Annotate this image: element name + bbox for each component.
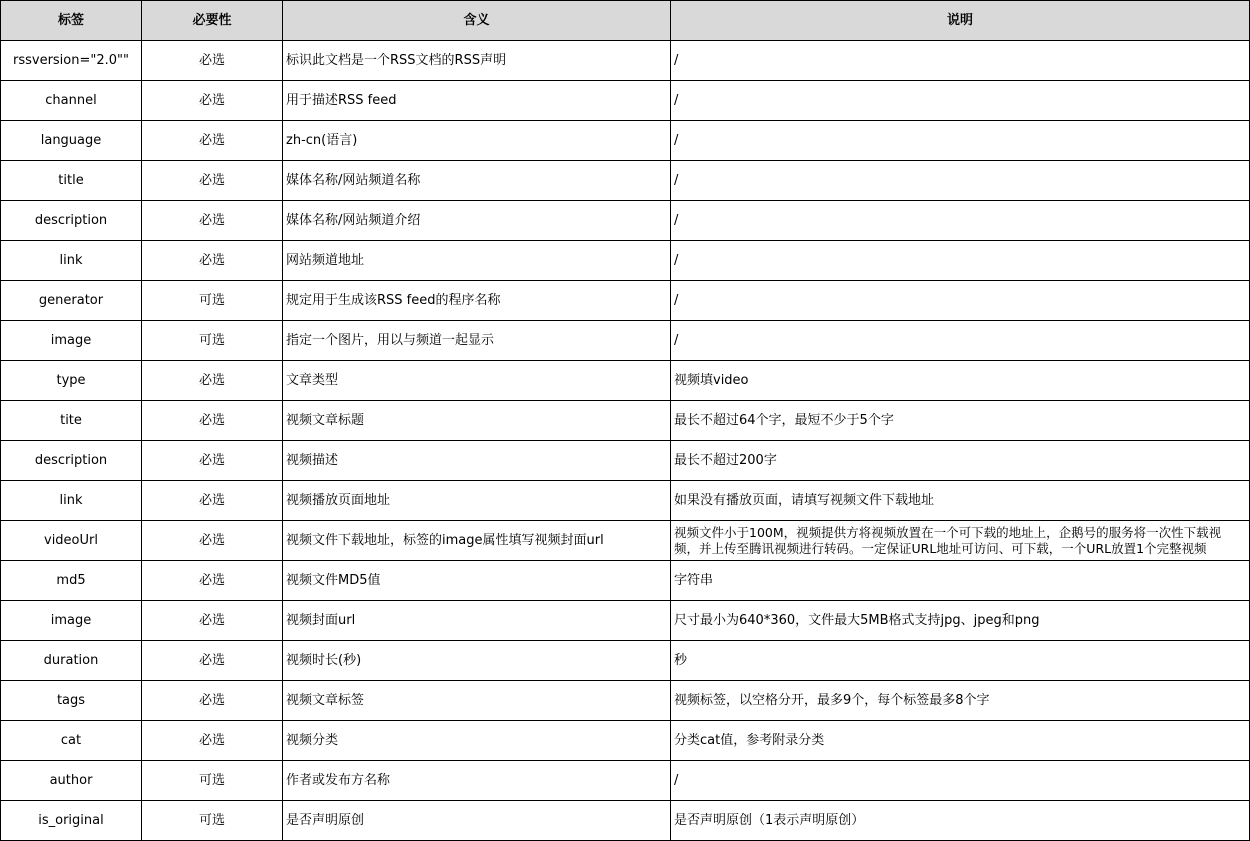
required-cell: 必选 xyxy=(142,201,283,241)
tag-cell: md5 xyxy=(1,561,142,601)
required-cell: 必选 xyxy=(142,401,283,441)
required-cell: 必选 xyxy=(142,41,283,81)
tag-cell: language xyxy=(1,121,142,161)
meaning-cell: 视频分类 xyxy=(283,721,671,761)
table-row xyxy=(1,641,1250,681)
table-row xyxy=(1,321,1250,361)
meaning-cell: 指定一个图片，用以与频道一起显示 xyxy=(283,321,671,361)
note-cell: / xyxy=(671,201,1250,241)
required-cell: 必选 xyxy=(142,681,283,721)
note-cell: 分类cat值，参考附录分类 xyxy=(671,721,1250,761)
meaning-cell: 媒体名称/网站频道名称 xyxy=(283,161,671,201)
header-required: 必要性 xyxy=(142,1,283,41)
meaning-cell: 视频文章标签 xyxy=(283,681,671,721)
note-cell: 视频填video xyxy=(671,361,1250,401)
table-row xyxy=(1,721,1250,761)
note-cell: / xyxy=(671,161,1250,201)
meaning-cell: 视频描述 xyxy=(283,441,671,481)
note-cell: 如果没有播放页面，请填写视频文件下载地址 xyxy=(671,481,1250,521)
tag-cell: is_original xyxy=(1,801,142,841)
required-cell: 必选 xyxy=(142,361,283,401)
table-row xyxy=(1,81,1250,121)
meaning-cell: 视频文章标题 xyxy=(283,401,671,441)
required-cell: 必选 xyxy=(142,241,283,281)
meaning-cell: 视频文件下载地址，标签的image属性填写视频封面url xyxy=(283,521,671,561)
required-cell: 必选 xyxy=(142,561,283,601)
table-row xyxy=(1,281,1250,321)
note-cell: 秒 xyxy=(671,641,1250,681)
note-cell: 字符串 xyxy=(671,561,1250,601)
table-row xyxy=(1,401,1250,441)
table-row xyxy=(1,41,1250,81)
required-cell: 必选 xyxy=(142,721,283,761)
required-cell: 可选 xyxy=(142,801,283,841)
tag-cell: description xyxy=(1,201,142,241)
tag-cell: image xyxy=(1,321,142,361)
table-row xyxy=(1,601,1250,641)
meaning-cell: 文章类型 xyxy=(283,361,671,401)
note-cell: / xyxy=(671,81,1250,121)
table-row xyxy=(1,561,1250,601)
required-cell: 可选 xyxy=(142,281,283,321)
required-cell: 必选 xyxy=(142,601,283,641)
required-cell: 必选 xyxy=(142,481,283,521)
meaning-cell: 网站频道地址 xyxy=(283,241,671,281)
required-cell: 必选 xyxy=(142,641,283,681)
table-row xyxy=(1,121,1250,161)
note-cell: / xyxy=(671,121,1250,161)
note-cell: 是否声明原创（1表示声明原创） xyxy=(671,801,1250,841)
table-row xyxy=(1,201,1250,241)
required-cell: 必选 xyxy=(142,521,283,561)
meaning-cell: 标识此文档是一个RSS文档的RSS声明 xyxy=(283,41,671,81)
header-meaning: 含义 xyxy=(283,1,671,41)
note-cell: / xyxy=(671,761,1250,801)
note-cell: / xyxy=(671,281,1250,321)
tag-cell: tite xyxy=(1,401,142,441)
required-cell: 可选 xyxy=(142,321,283,361)
note-cell: / xyxy=(671,241,1250,281)
tag-cell: description xyxy=(1,441,142,481)
header-note: 说明 xyxy=(671,1,1250,41)
required-cell: 必选 xyxy=(142,161,283,201)
table-row xyxy=(1,801,1250,841)
tag-cell: title xyxy=(1,161,142,201)
note-cell: 尺寸最小为640*360，文件最大5MB格式支持jpg、jpeg和png xyxy=(671,601,1250,641)
meaning-cell: 是否声明原创 xyxy=(283,801,671,841)
required-cell: 可选 xyxy=(142,761,283,801)
note-cell: 最长不超过200字 xyxy=(671,441,1250,481)
tag-cell: channel xyxy=(1,81,142,121)
table-row xyxy=(1,361,1250,401)
meaning-cell: 视频时长(秒) xyxy=(283,641,671,681)
header-tag: 标签 xyxy=(1,1,142,41)
meaning-cell: 视频文件MD5值 xyxy=(283,561,671,601)
table-row xyxy=(1,761,1250,801)
table-row xyxy=(1,481,1250,521)
note-cell: / xyxy=(671,41,1250,81)
tag-cell: link xyxy=(1,241,142,281)
meaning-cell: 媒体名称/网站频道介绍 xyxy=(283,201,671,241)
note-cell: 最长不超过64个字，最短不少于5个字 xyxy=(671,401,1250,441)
tag-cell: author xyxy=(1,761,142,801)
meaning-cell: zh-cn(语言) xyxy=(283,121,671,161)
meaning-cell: 用于描述RSS feed xyxy=(283,81,671,121)
tag-cell: rssversion="2.0"" xyxy=(1,41,142,81)
table-row xyxy=(1,441,1250,481)
meaning-cell: 作者或发布方名称 xyxy=(283,761,671,801)
tag-cell: image xyxy=(1,601,142,641)
required-cell: 必选 xyxy=(142,441,283,481)
tag-cell: videoUrl xyxy=(1,521,142,561)
table-row xyxy=(1,521,1250,561)
required-cell: 必选 xyxy=(142,81,283,121)
note-cell: 视频文件小于100M，视频提供方将视频放置在一个可下载的地址上，企鹅号的服务将一次性下载视频，并上传至腾讯视频进行转码。一定保证URL地址可访问、可下载，一个URL放置1个完整视频 xyxy=(671,521,1250,561)
table-row xyxy=(1,161,1250,201)
tag-cell: type xyxy=(1,361,142,401)
tag-cell: duration xyxy=(1,641,142,681)
note-cell: / xyxy=(671,321,1250,361)
tag-cell: tags xyxy=(1,681,142,721)
meaning-cell: 规定用于生成该RSS feed的程序名称 xyxy=(283,281,671,321)
table-row xyxy=(1,241,1250,281)
note-cell: 视频标签，以空格分开，最多9个，每个标签最多8个字 xyxy=(671,681,1250,721)
table-row xyxy=(1,681,1250,721)
required-cell: 必选 xyxy=(142,121,283,161)
tag-cell: cat xyxy=(1,721,142,761)
tag-cell: generator xyxy=(1,281,142,321)
meaning-cell: 视频播放页面地址 xyxy=(283,481,671,521)
header-row xyxy=(1,1,1250,41)
meaning-cell: 视频封面url xyxy=(283,601,671,641)
tag-cell: link xyxy=(1,481,142,521)
